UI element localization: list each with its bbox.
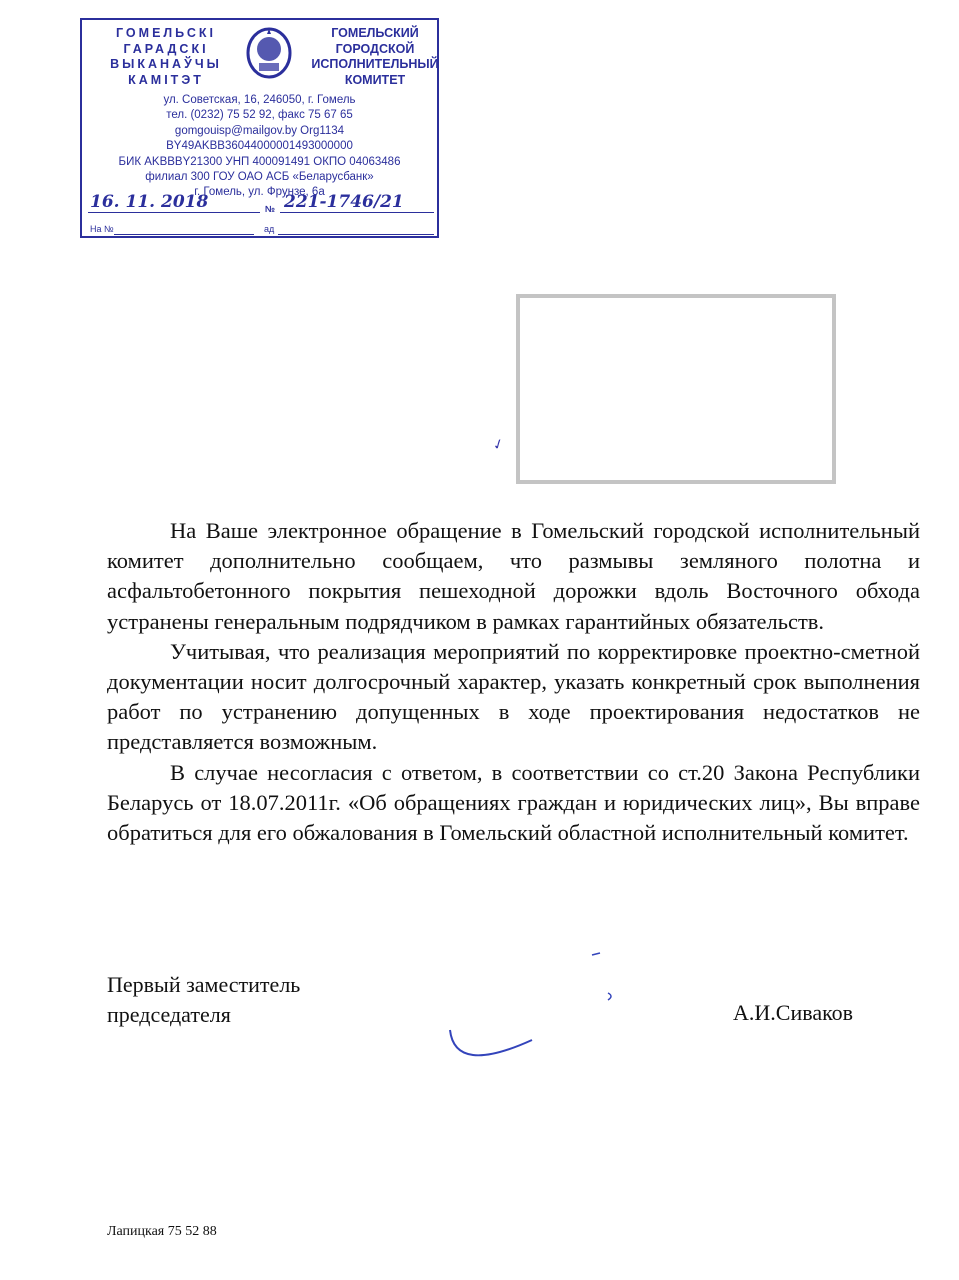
executor-contact: Лапицкая 75 52 88	[107, 1224, 217, 1239]
stamp-account: BY49AKBB36044000001493000000	[166, 140, 353, 153]
date-line	[88, 212, 260, 213]
stamp-details	[82, 93, 437, 201]
ref-line	[114, 234, 254, 235]
coat-of-arms-icon	[245, 27, 293, 79]
stamp-line: ГОМЕЛЬСКИЙ	[331, 26, 419, 40]
stamp-email: gomgouisp@mailgov.by Org1134	[174, 124, 345, 137]
stamp-line: КОМИТЕТ	[344, 72, 406, 87]
stamp-bank-address: г. Гомель, ул. Фрунзе, 6а	[194, 186, 325, 199]
stamp-phone: тел. (0232) 75 52 92, факс 75 67 65	[166, 109, 353, 122]
registration-stamp	[80, 18, 439, 238]
ref-label: На №	[90, 224, 114, 234]
handwritten-number: 221-1746/21	[284, 192, 404, 212]
stamp-heading-russian	[310, 26, 440, 88]
stamp-codes: БИК AKBBBY21300 УНП 400091491 ОКПО 04063486	[118, 155, 401, 168]
stamp-line: ГОМЕЛЬСКІ	[116, 26, 216, 40]
stamp-heading-belarusian	[96, 26, 236, 88]
signatory-title-line: председателя	[107, 1002, 231, 1027]
from-line	[278, 234, 434, 235]
signature-icon	[440, 945, 640, 1075]
paragraph: В случае несогласия с ответом, в соответствии со ст.20 Закона Республики Беларусь от 18.07.2011г. «Об обращениях граждан и юридических лиц», Вы вправе обратиться для его обжалования в Гомельский областной исполнительный комитет.	[107, 759, 920, 846]
stamp-line: ГАРАДСКІ	[123, 41, 209, 56]
redacted-addressee-box	[516, 294, 836, 484]
stamp-line: ГОРОДСКОЙ	[335, 41, 415, 56]
paragraph: На Ваше электронное обращение в Гомельский городской исполнительный комитет дополнительно сообщаем, что размывы земляного полотна и асфальтобетонного покрытия пешеходной дорожки вдоль Восточного обхода устранены генеральным подрядчиком в рамках гарантийных обязательств.	[107, 518, 920, 634]
stamp-line: ИСПОЛНИТЕЛЬНЫЙ	[311, 57, 439, 71]
paragraph: Учитывая, что реализация мероприятий по корректировке проектно-сметной документации носит долгосрочный характер, указать конкретный срок выполнения работ по устранению допущенных в ходе проектирования недостатков не представляется возможным.	[107, 638, 920, 755]
number-label: №	[265, 204, 276, 214]
letter-body	[107, 516, 920, 848]
stamp-bank: филиал 300 ГОУ ОАО АСБ «Беларусбанк»	[145, 171, 374, 184]
signatory-title-line: Первый заместитель	[107, 972, 301, 997]
handwritten-date: 16. 11. 2018	[90, 192, 209, 212]
signatory-name: А.И.Сиваков	[733, 1000, 854, 1025]
stamp-address: ул. Советская, 16, 246050, г. Гомель	[163, 94, 356, 106]
stamp-line: КАМІТЭТ	[128, 72, 204, 87]
number-line	[280, 212, 434, 213]
stamp-line: ВЫКАНАЎЧЫ	[110, 57, 222, 71]
from-label: ад	[264, 224, 275, 234]
check-mark-icon: ✓	[490, 436, 507, 455]
signatory-title	[107, 970, 300, 1030]
